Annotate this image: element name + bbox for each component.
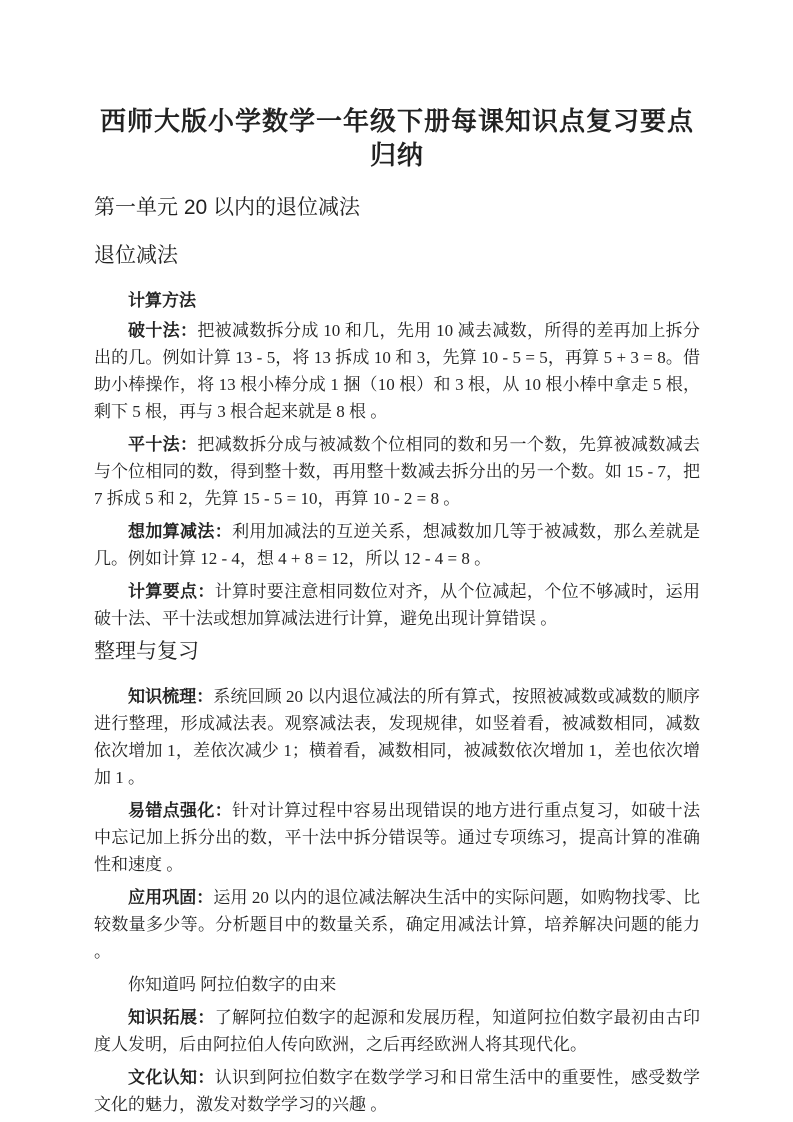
paragraph-label: 易错点强化： <box>128 801 233 820</box>
paragraph-break-ten-method <box>94 317 700 425</box>
paragraph-text: 针对计算过程中容易出现错误的地方进行重点复习，如破十法中忘记加上拆分出的数，平十法中拆分错误等。通过专项练习，提高计算的准确性和速度 。 <box>94 801 700 874</box>
section-heading-borrow-subtraction: 退位减法 <box>94 244 178 267</box>
paragraph-text: 计算时要注意相同数位对齐，从个位减起，个位不够减时，运用破十法、平十法或想加算减法进行计算，避免出现计算错误 。 <box>94 582 700 628</box>
paragraph-label: 知识拓展： <box>128 1008 215 1027</box>
paragraph-text: 你知道吗 阿拉伯数字的由来 <box>128 975 337 994</box>
paragraph-label: 知识梳理： <box>128 687 214 706</box>
paragraph-application-practice <box>94 884 700 965</box>
paragraph-error-prone-points <box>94 797 700 878</box>
paragraph-text: 了解阿拉伯数字的起源和发展历程，知道阿拉伯数字最初由古印度人发明，后由阿拉伯人传向欧洲，之后再经欧洲人将其现代化。 <box>94 1008 700 1054</box>
paragraph-text: 把被减数拆分成 10 和几，先用 10 减去减数，所得的差再加上拆分出的几。例如计算 13 - 5，将 13 拆成 10 和 3，先算 10 - 5 = 5，再算 5 + 3 = 8。借助小棒操作，将 13 根小棒分成 1 捆（10 根）和 3 根，从 10 根小棒中拿走 5 根，剩下 5 根，再与 3 根合起来就是 8 根 。 <box>94 321 701 421</box>
paragraph-label: 平十法： <box>128 435 198 454</box>
paragraph-level-ten-method <box>94 431 700 512</box>
paragraph-calc-key-points <box>94 578 700 632</box>
paragraph-did-you-know <box>94 971 700 998</box>
paragraph-label: 应用巩固： <box>128 888 214 907</box>
paragraph-text: 认识到阿拉伯数字在数学学习和日常生活中的重要性，感受数学文化的魅力，激发对数学学习的兴趣 。 <box>94 1068 700 1114</box>
paragraph-text: 利用加减法的互逆关系，想减数加几等于被减数，那么差就是几。例如计算 12 - 4，想 4 + 8 = 12，所以 12 - 4 = 8 。 <box>94 522 700 568</box>
paragraph-text: 系统回顾 20 以内退位减法的所有算式，按照被减数或减数的顺序进行整理，形成减法表。观察减法表，发现规律，如竖着看，被减数相同，减数依次增加 1，差依次减少 1；横着看，减数相同，被减数依次增加 1，差也依次增加 1 。 <box>94 687 701 787</box>
paragraph-label: 想加算减法： <box>128 522 233 541</box>
document-title: 西师大版小学数学一年级下册每课知识点复习要点归纳 <box>99 106 694 170</box>
paragraph-cultural-awareness <box>94 1064 700 1118</box>
paragraph-knowledge-extension <box>94 1004 700 1058</box>
paragraph-label: 文化认知： <box>128 1068 215 1087</box>
section-heading-review: 整理与复习 <box>94 640 199 663</box>
subsection-heading-calc-methods: 计算方法 <box>128 291 196 310</box>
paragraph-text: 把减数拆分成与被减数个位相同的数和另一个数，先算被减数减去与个位相同的数，得到整十数，再用整十数减去拆分出的另一个数。如 15 - 7，把 7 拆成 5 和 2，先算 15 - 5 = 10，再算 10 - 2 = 8 。 <box>94 435 700 508</box>
paragraph-label: 破十法： <box>128 321 198 340</box>
paragraph-text: 运用 20 以内的退位减法解决生活中的实际问题，如购物找零、比较数量多少等。分析题目中的数量关系，确定用减法计算，培养解决问题的能力 。 <box>94 888 701 961</box>
unit-heading: 第一单元 20 以内的退位减法 <box>94 196 361 219</box>
paragraph-label: 计算要点： <box>128 582 215 601</box>
paragraph-think-addition-method <box>94 518 700 572</box>
paragraph-knowledge-sorting <box>94 683 700 791</box>
